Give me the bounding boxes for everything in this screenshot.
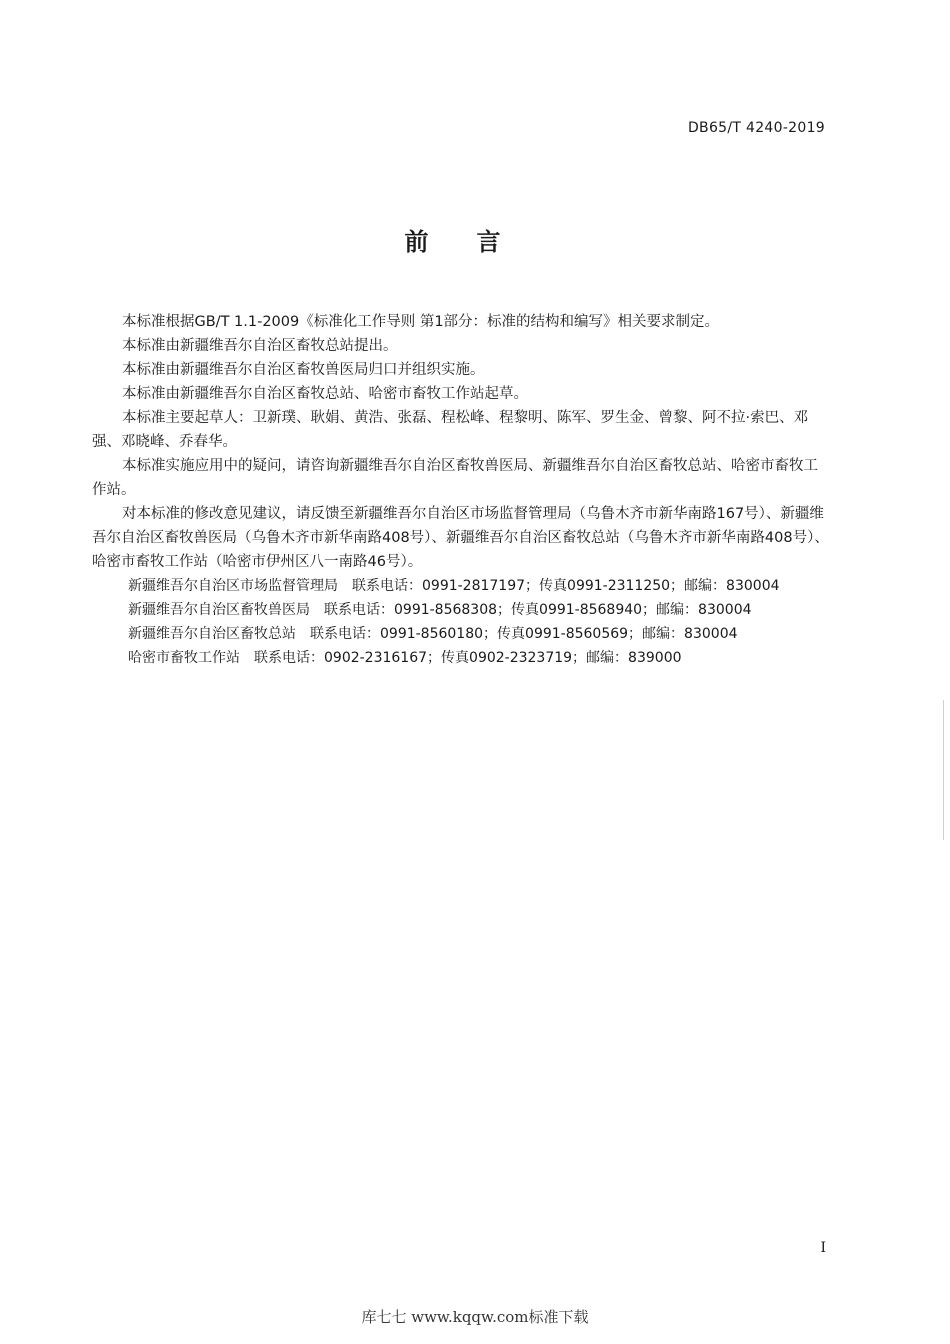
contact-info: 联系电话：0991-2817197；传真0991-2311250；邮编：830004: [352, 578, 780, 594]
footer-watermark: 库七七 www.kqqw.com标准下载: [361, 1308, 589, 1326]
foreword-body: [92, 310, 832, 670]
paragraph: 本标准由新疆维吾尔自治区畜牧总站提出。: [122, 338, 398, 354]
contact-org: 新疆维吾尔自治区市场监督管理局: [128, 578, 338, 594]
document-code: DB65/T 4240-2019: [687, 120, 825, 136]
contact-info: 联系电话：0902-2316167；传真0902-2323719；邮编：839000: [254, 650, 682, 666]
scan-artifact: [943, 700, 944, 840]
contact-org: 哈密市畜牧工作站: [128, 650, 240, 666]
contact-info: 联系电话：0991-8568308；传真0991-8568940；邮编：830004: [324, 602, 752, 618]
paragraph: 对本标准的修改意见建议，请反馈至新疆维吾尔自治区市场监督管理局（乌鲁木齐市新华南路167号）、新疆维吾尔自治区畜牧兽医局（乌鲁木齐市新华南路408号）、新疆维吾尔自治区畜牧总站（乌鲁木齐市新华南路408号）、哈密市畜牧工作站（哈密市伊州区八一南路46号）。: [92, 506, 829, 570]
contact-info: 联系电话：0991-8560180；传真0991-8560569；邮编：830004: [310, 626, 738, 642]
contact-line: [92, 598, 832, 622]
contact-org: 新疆维吾尔自治区畜牧兽医局: [128, 602, 310, 618]
page-title: 前言: [404, 228, 549, 256]
contact-list: [92, 574, 832, 670]
contact-line: [92, 574, 832, 598]
contact-line: [92, 622, 832, 646]
paragraph: 本标准由新疆维吾尔自治区畜牧总站、哈密市畜牧工作站起草。: [122, 386, 528, 402]
paragraph: 本标准实施应用中的疑问，请咨询新疆维吾尔自治区畜牧兽医局、新疆维吾尔自治区畜牧总站、哈密市畜牧工作站。: [92, 458, 818, 498]
contact-line: [92, 646, 832, 670]
page-number: I: [820, 1240, 826, 1256]
paragraph: 本标准根据GB/T 1.1-2009《标准化工作导则 第1部分：标准的结构和编写》相关要求制定。: [122, 314, 720, 330]
contact-org: 新疆维吾尔自治区畜牧总站: [128, 626, 296, 642]
paragraph: 本标准由新疆维吾尔自治区畜牧兽医局归口并组织实施。: [122, 362, 485, 378]
paragraph: 本标准主要起草人：卫新璞、耿娟、黄浩、张磊、程松峰、程黎明、陈军、罗生金、曾黎、阿不拉·索巴、邓强、邓晓峰、乔春华。: [92, 410, 809, 450]
